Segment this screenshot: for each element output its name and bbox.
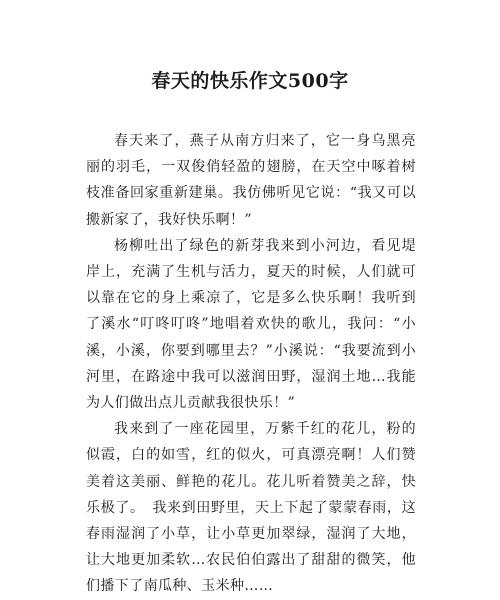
paragraph-1: 春天来了，燕子从南方归来了，它一身乌黑亮丽的羽毛，一双俊俏轻盈的翅膀，在天空中啄着树枝准备回家重新建巢。我仿佛听见它说：“我又可以搬新家了，我好快乐啊！” bbox=[86, 133, 416, 228]
paragraph-2: 杨柳吐出了绿色的新芽我来到小河边，看见堤岸上，充满了生机与活力，夏天的时候，人们就可以靠在它的身上乘凉了，它是多么快乐啊！我听到了溪水“叮咚叮咚”地唱着欢快的歌儿，我问：“小溪，小溪，你要到哪里去？”小溪说：“我要流到小河里，在路途中我可以滋润田野，湿润土地…我能为人们做出点儿贡献我很快乐！” bbox=[86, 237, 416, 412]
document-title: 春天的快乐作文500字 bbox=[151, 70, 349, 92]
paragraph-3: 我来到了一座花园里，万紫千红的花儿，粉的似霞，白的如雪，红的似火，可真漂亮啊！人们赞美着这美丽、鲜艳的花儿。花儿听着赞美之辞，快乐极了。 我来到田野里，天上下起了蒙蒙春雨，这春雨湿润了小草，让小草更加翠绿，湿润了大地，让大地更加柔软…农民伯伯露出了甜甜的微笑，他们播下了南瓜种、玉米种…… bbox=[86, 421, 416, 595]
document-body bbox=[86, 128, 416, 600]
